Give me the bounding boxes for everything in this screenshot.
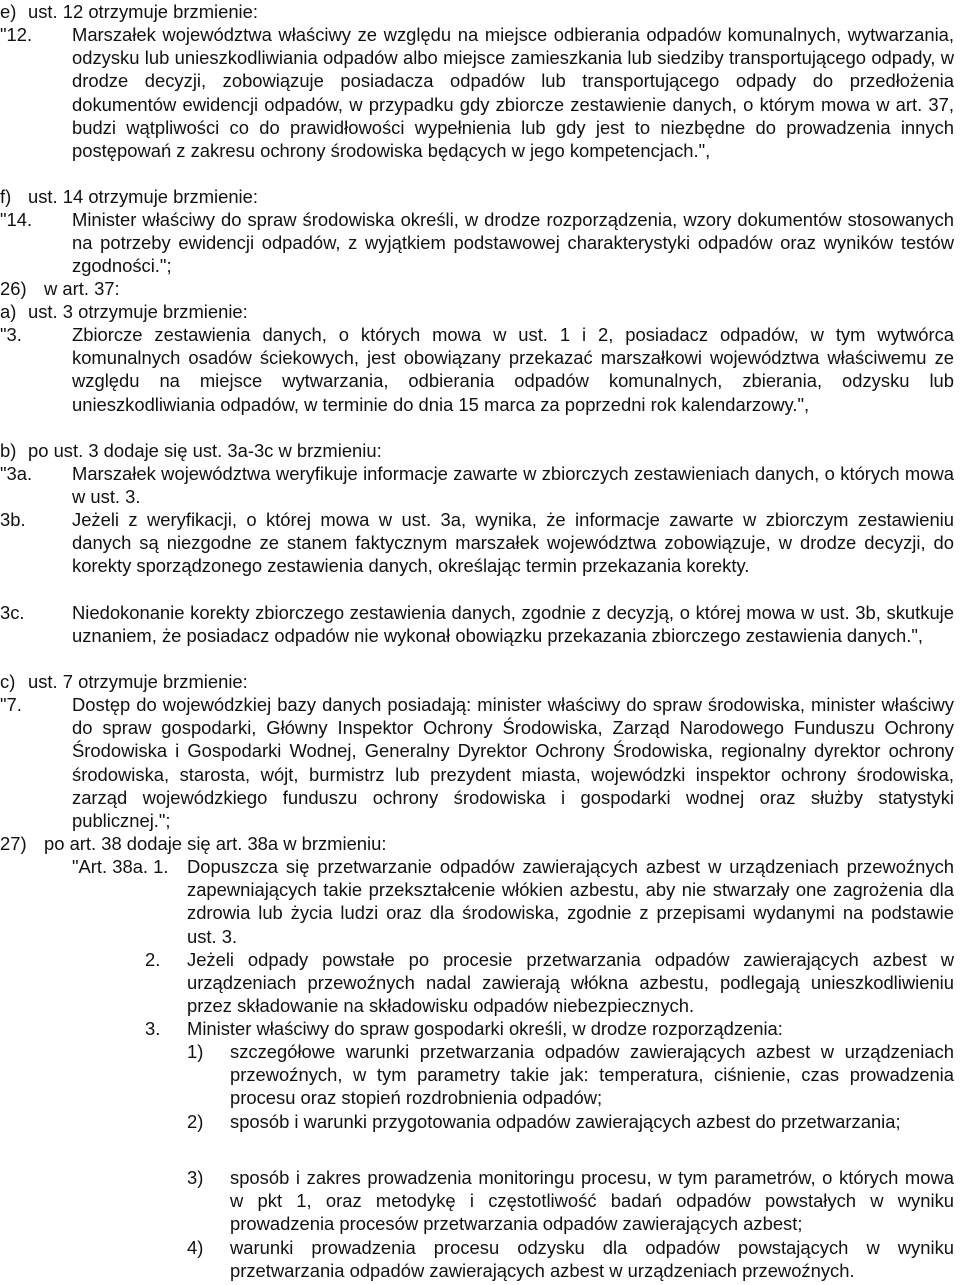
item-text: Minister właściwy do spraw gospodarki określi, w drodze rozporządzenia: — [187, 1018, 783, 1039]
item-text: ust. 14 otrzymuje brzmienie: — [28, 186, 258, 207]
item-text: warunki prowadzenia procesu odzysku dla odpadów powstających w wyniku przetwarzania odpadów zawierających azbest w urządzeniach przewoźnych. — [230, 1237, 954, 1282]
item-text: sposób i warunki przygotowania odpadów zawierających azbest do przetwarzania; — [230, 1111, 901, 1132]
item-label: 2) — [187, 1111, 204, 1132]
item-label: "Art. 38a. 1. — [72, 856, 169, 877]
item-text: Jeżeli z weryfikacji, o której mowa w ust. 3a, wynika, że informacje zawarte w zbiorczym zestawieniu danych są niezgodne ze stanem faktycznym marszałek województwa zobowiązuje, w drodze decyzji, do korekty sporządzonego zestawienia danych, określając termin przekazania korekty. — [72, 509, 954, 577]
item-label: "3. — [0, 324, 22, 345]
item-label: a) — [0, 301, 17, 322]
item-label: c) — [0, 671, 16, 692]
item-label: b) — [0, 440, 17, 461]
item-label: 4) — [187, 1237, 204, 1258]
item-label: f) — [0, 186, 12, 207]
item-text: Zbiorcze zestawienia danych, o których mowa w ust. 1 i 2, posiadacz odpadów, w tym wytwórca komunalnych osadów ściekowych, jest obowiązany przekazać marszałkowi województwa właściwemu ze względu na miejsce wytwarzania, odbierania odpadów komunalnych, zbierania, odzysku lub unieszkodliwiania odpadów, w terminie do dnia 15 marca za poprzedni rok kalendarzowy.", — [72, 324, 954, 415]
item-label: 3c. — [0, 602, 25, 623]
item-text: Niedokonanie korekty zbiorczego zestawienia danych, zgodnie z decyzją, o której mowa w ust. 3b, skutkuje uznaniem, że posiadacz odpadów nie wykonał obowiązku przekazania zbiorczego zestawienia danych.", — [72, 602, 954, 647]
item-text: Dopuszcza się przetwarzanie odpadów zawierających azbest w urządzeniach przewoźnych zapewniających takie przekształcenie włókien azbestu, aby nie stwarzały one zagrożenia dla zdrowia lub życia ludzi oraz dla środowiska, zgodnie z przepisami wydanymi na podstawie ust. 3. — [187, 856, 954, 947]
item-label: 3b. — [0, 509, 26, 530]
item-text: Jeżeli odpady powstałe po procesie przetwarzania odpadów zawierających azbest w urządzeniach przewoźnych nadal zawierają włókna azbestu, podlegają unieszkodliwieniu przez składowanie na składowisku odpadów niebezpiecznych. — [187, 949, 954, 1017]
item-label: "14. — [0, 209, 33, 230]
item-text: Marszałek województwa weryfikuje informacje zawarte w zbiorczych zestawieniach danych, o których mowa w ust. 3. — [72, 463, 954, 508]
item-text: w art. 37: — [44, 278, 120, 299]
item-label: e) — [0, 1, 17, 22]
item-label: 1) — [187, 1041, 204, 1062]
item-text: ust. 12 otrzymuje brzmienie: — [28, 1, 258, 22]
item-text: sposób i zakres prowadzenia monitoringu procesu, w tym parametrów, o których mowa w pkt 1, oraz metodykę i częstotliwość badań odpadów powstałych w wyniku prowadzenia procesów przetwarzania odpadów zawierających azbest; — [230, 1167, 954, 1235]
item-label: 3) — [187, 1167, 204, 1188]
item-text: ust. 7 otrzymuje brzmienie: — [28, 671, 248, 692]
item-text: szczegółowe warunki przetwarzania odpadów zawierających azbest w urządzeniach przewoźnych, w tym parametry takie jak: temperatura, ciśnienie, czas prowadzenia procesu oraz stopień rozdrobnienia odpadów; — [230, 1041, 954, 1109]
item-text: Minister właściwy do spraw środowiska określi, w drodze rozporządzenia, wzory dokumentów stosowanych na potrzeby ewidencji odpadów, z wyjątkiem podstawowej charakterystyki odpadów oraz wyników testów zgodności."; — [72, 209, 954, 277]
item-text: ust. 3 otrzymuje brzmienie: — [28, 301, 248, 322]
item-label: 3. — [145, 1018, 161, 1039]
item-label: "12. — [0, 24, 33, 45]
item-label: 2. — [145, 949, 161, 970]
item-label: 26) — [0, 278, 27, 299]
item-text: Dostęp do wojewódzkiej bazy danych posiadają: minister właściwy do spraw środowiska, minister właściwy do spraw gospodarki, Główny Inspektor Ochrony Środowiska, Zarząd Narodowego Funduszu Ochrony Środowiska i Gospodarki Wodnej, Generalny Dyrektor Ochrony Środowiska, regionalny dyrektor ochrony środowiska, starosta, wójt, burmistrz lub prezydent miasta, wojewódzki inspektor ochrony środowiska, zarząd wojewódzkiego funduszu ochrony środowiska i gospodarki wodnej oraz służby statystyki publicznej."; — [72, 694, 954, 832]
item-text: Marszałek województwa właściwy ze względu na miejsce odbierania odpadów komunalnych, wytwarzania, odzysku lub unieszkodliwiania odpadów albo miejsce zamieszkania lub siedziby transportującego odpady, w drodze decyzji, zobowiązuje posiadacza odpadów lub transportującego odpady do przedłożenia dokumentów ewidencji odpadów, w przypadku gdy zbiorcze zestawienie danych, o którym mowa w art. 37, budzi wątpliwości co do prawidłowości wypełnienia lub gdy jest to niezbędne do prowadzenia innych postępowań z zakresu ochrony środowiska będących w jego kompetencjach.", — [72, 24, 954, 162]
item-label: "7. — [0, 694, 22, 715]
item-text: po art. 38 dodaje się art. 38a w brzmieniu: — [44, 833, 387, 854]
item-label: "3a. — [0, 463, 33, 484]
item-label: 27) — [0, 833, 27, 854]
item-text: po ust. 3 dodaje się ust. 3a-3c w brzmieniu: — [28, 440, 382, 461]
